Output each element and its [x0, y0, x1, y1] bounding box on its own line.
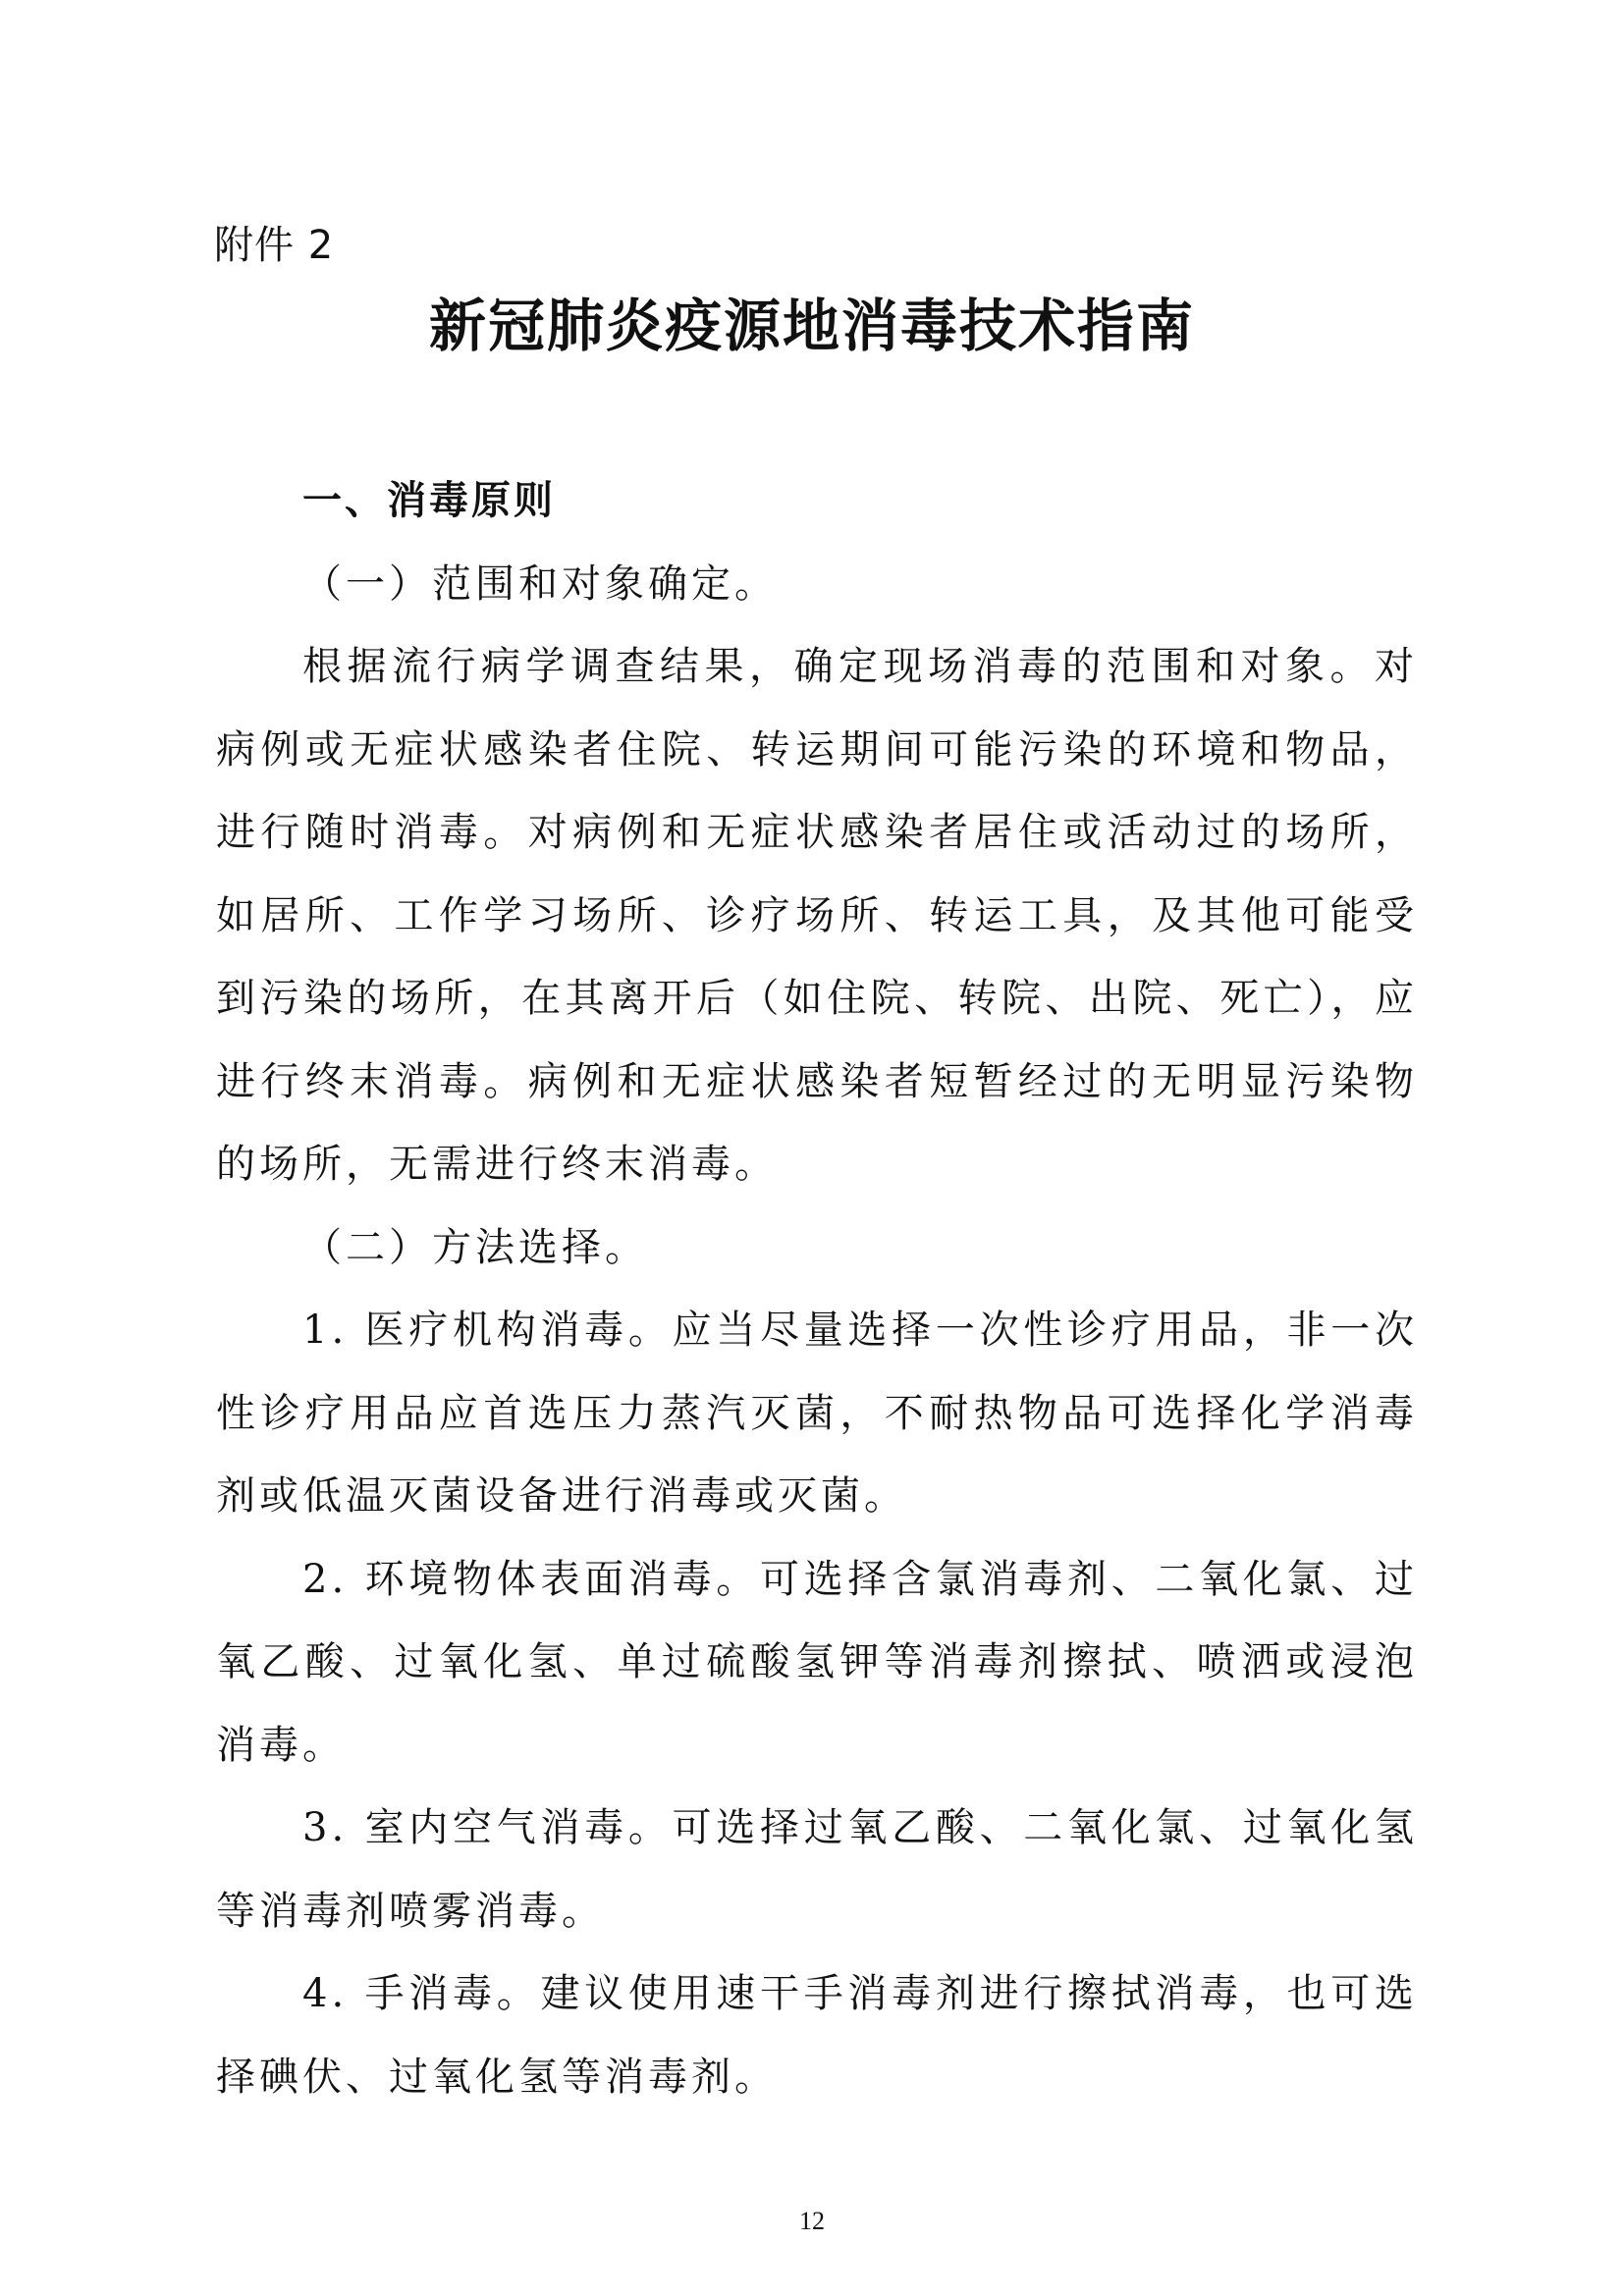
list-item-hand-disinfection: 4. 手消毒。建议使用速干手消毒剂进行擦拭消毒，也可选择碘伏、过氧化氢等消毒剂。 [216, 1971, 1418, 2100]
list-item-surface-disinfection: 2. 环境物体表面消毒。可选择含氯消毒剂、二氧化氯、过氧乙酸、过氧化氢、单过硫酸氢钾等消毒剂擦拭、喷洒或浸泡消毒。 [216, 1556, 1418, 1768]
list-item-medical-institution: 1. 医疗机构消毒。应当尽量选择一次性诊疗用品，非一次性诊疗用品应首选压力蒸汽灭菌，不耐热物品可选择化学消毒剂或低温灭菌设备进行消毒或灭菌。 [216, 1308, 1418, 1519]
page-number: 12 [799, 2207, 825, 2235]
attachment-label: 附件 2 [214, 223, 335, 268]
paragraph-scope: 根据流行病学调查结果，确定现场消毒的范围和对象。对病例或无症状感染者住院、转运期间可能污染的环境和物品，进行随时消毒。对病例和无症状感染者居住或活动过的场所，如居所、工作学习场所、诊疗场所、转运工具，及其他可能受到污染的场所，在其离开后（如住院、转院、出院、死亡），应进行终末消毒。病例和无症状感染者短暂经过的无明显污染物的场所，无需进行终末消毒。 [216, 644, 1418, 1187]
list-item-air-disinfection: 3. 室内空气消毒。可选择过氧乙酸、二氧化氯、过氧化氢等消毒剂喷雾消毒。 [216, 1805, 1418, 1934]
document-body [216, 459, 1418, 2118]
subsection-heading-methods: （二）方法选择。 [302, 1224, 648, 1270]
document-title: 新冠肺炎疫源地消毒技术指南 [428, 293, 1195, 359]
section-heading-principles: 一、消毒原则 [302, 478, 556, 523]
subsection-heading-scope: （一）范围和对象确定。 [302, 561, 778, 607]
